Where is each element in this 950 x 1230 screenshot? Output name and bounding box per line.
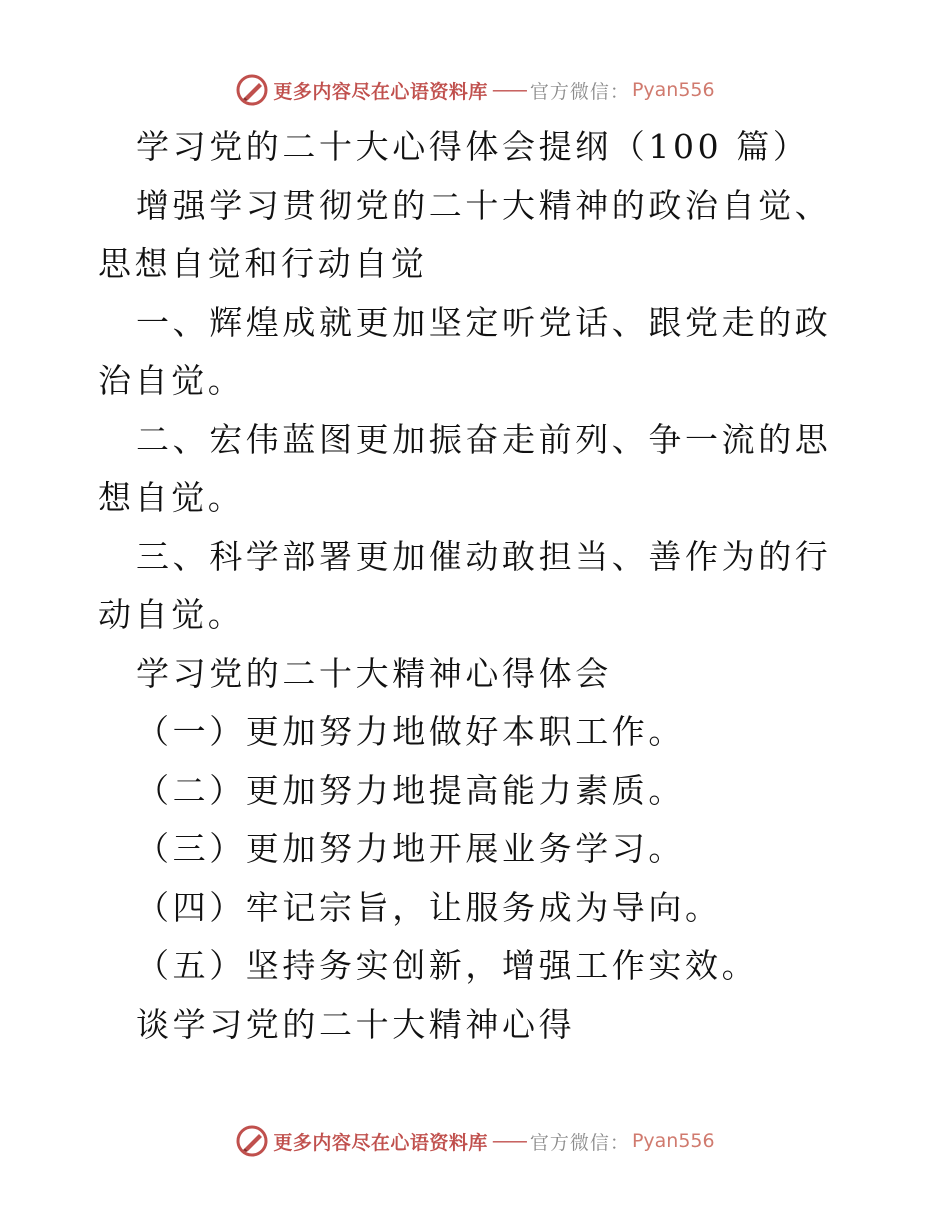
watermark-wechat-id: Pyan556 xyxy=(631,1130,715,1152)
pen-logo-icon xyxy=(235,1124,269,1158)
watermark-wechat-label: 官方微信： xyxy=(529,1131,630,1154)
watermark-wechat-label: 官方微信： xyxy=(529,80,630,103)
outline-item-3: 三、科学部署更加催动敢担当、善作为的行动自觉。 xyxy=(98,536,832,634)
document-body xyxy=(98,118,858,1054)
pen-logo-icon xyxy=(235,73,269,107)
footer-watermark xyxy=(0,1124,950,1158)
header-watermark xyxy=(0,73,950,107)
section-heading: 谈学习党的二十大精神心得 xyxy=(136,1004,576,1044)
list-item: （五）坚持务实创新，增强工作实效。 xyxy=(136,946,759,985)
outline-item-1: 一、辉煌成就更加坚定听党话、跟党走的政治自觉。 xyxy=(98,302,832,400)
list-item: （三）更加努力地开展业务学习。 xyxy=(136,829,685,868)
watermark-wechat-id: Pyan556 xyxy=(631,79,715,101)
watermark-main-text: 更多内容尽在心语资料库 xyxy=(273,80,488,103)
outline-item-2: 二、宏伟蓝图更加振奋走前列、争一流的思想自觉。 xyxy=(98,419,832,517)
watermark-main-text: 更多内容尽在心语资料库 xyxy=(273,1131,488,1154)
list-item: （四）牢记宗旨，让服务成为导向。 xyxy=(136,887,722,927)
list-item: （一）更加努力地做好本职工作。 xyxy=(136,712,685,751)
watermark-dash: —— xyxy=(491,79,526,101)
section-heading: 学习党的二十大精神心得体会 xyxy=(136,653,612,693)
list-item: （二）更加努力地提高能力素质。 xyxy=(136,770,685,810)
doc-title: 学习党的二十大心得体会提纲（100 篇） xyxy=(136,127,810,166)
watermark-dash: —— xyxy=(491,1130,526,1152)
doc-subtitle: 增强学习贯彻党的二十大精神的政治自觉、思想自觉和行动自觉 xyxy=(98,185,832,283)
